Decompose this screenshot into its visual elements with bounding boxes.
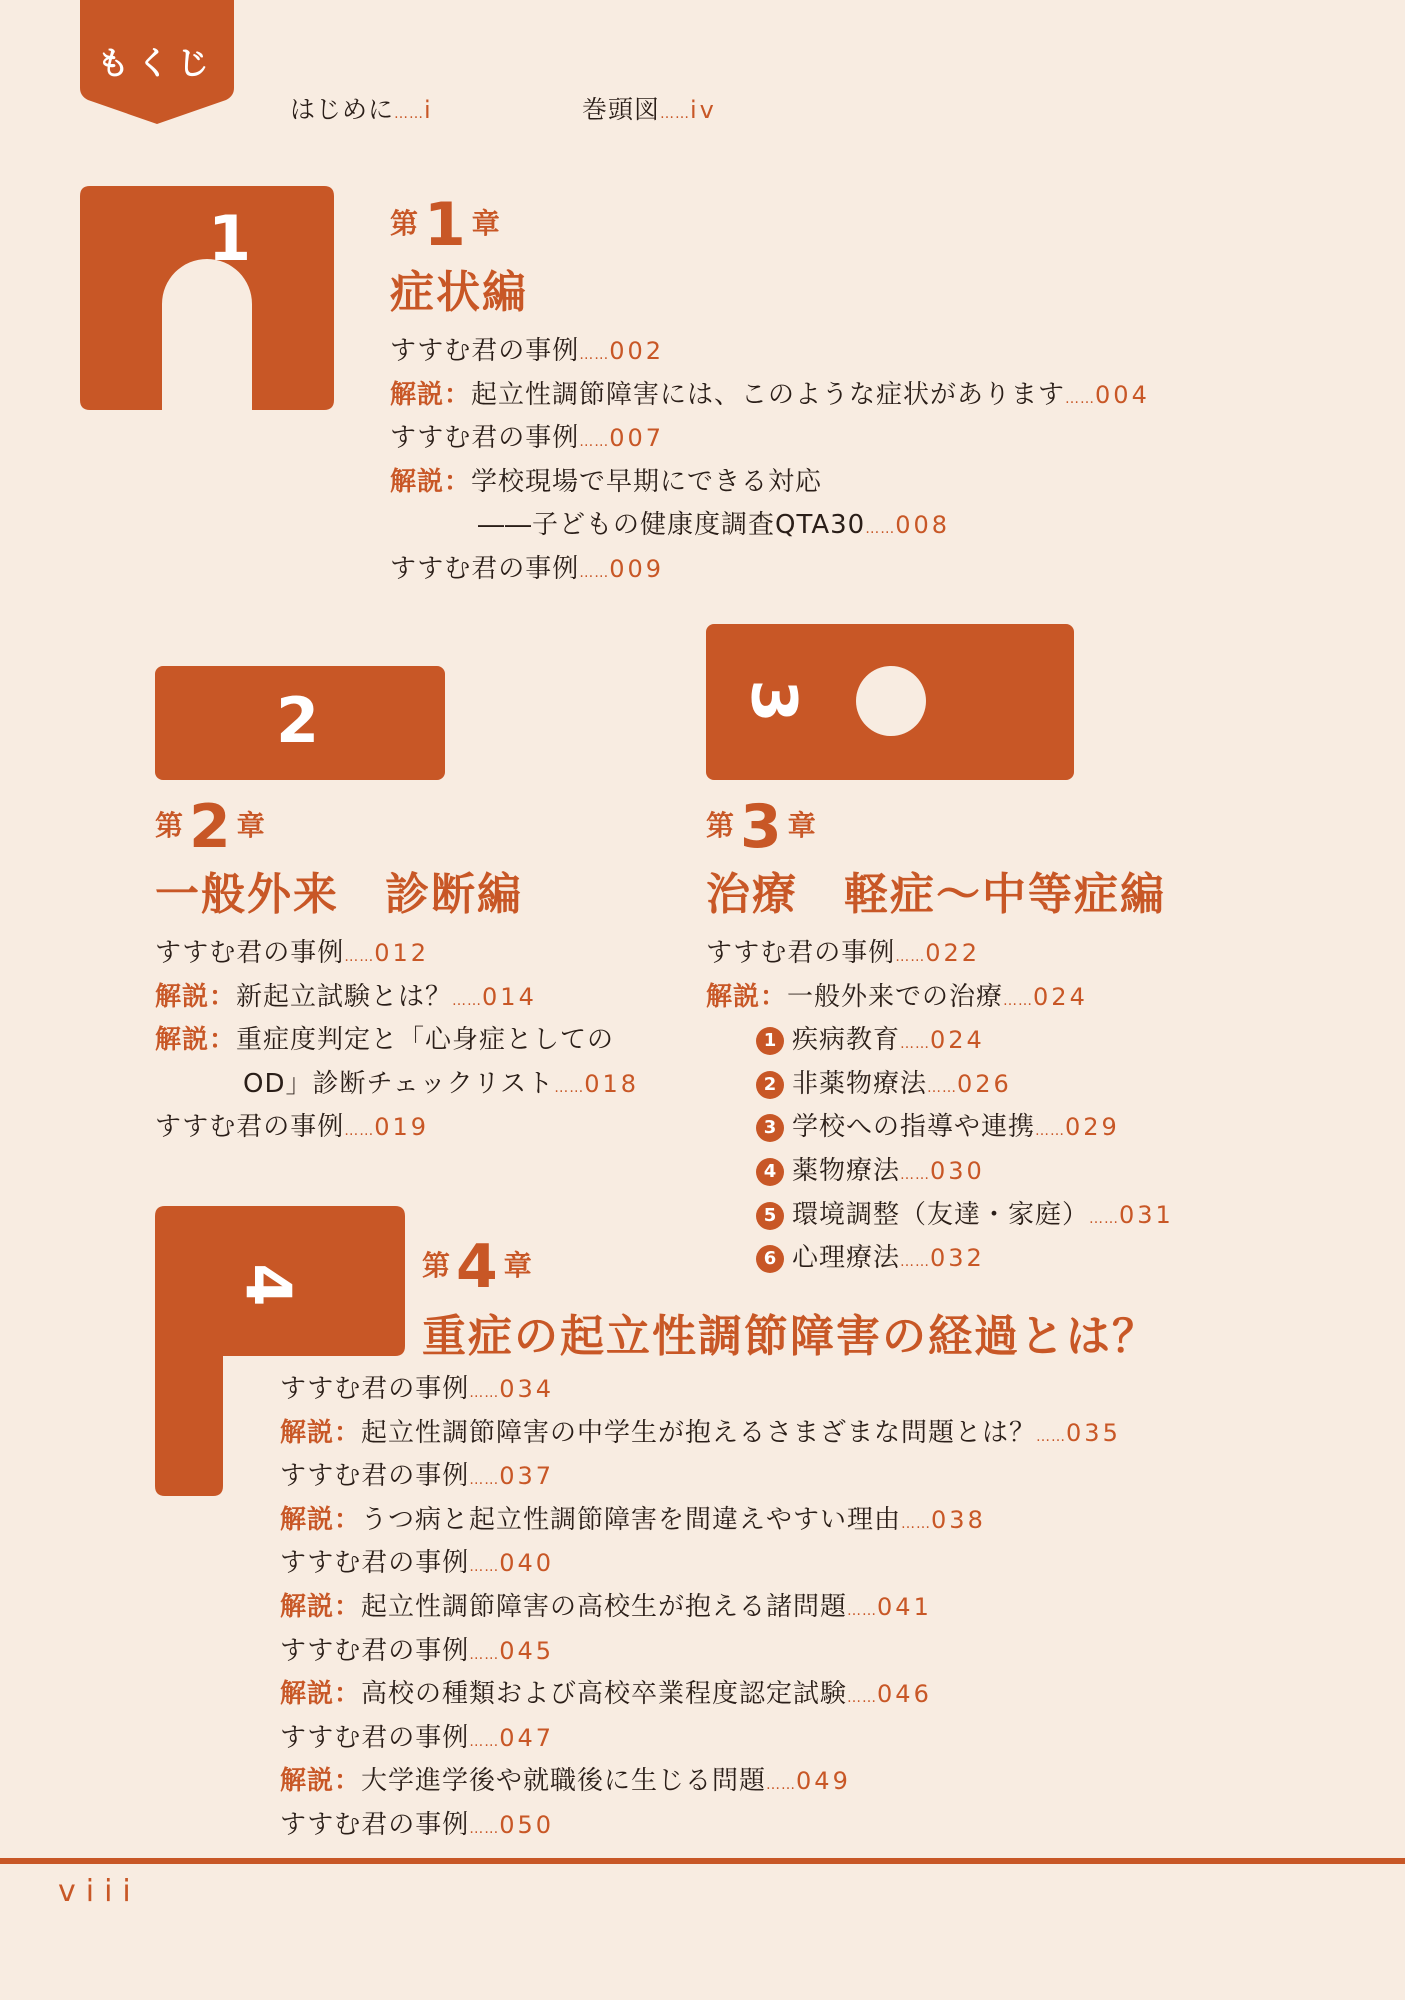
chapter-4-entries <box>280 1368 1121 1848</box>
circled-number-icon: 5 <box>756 1202 784 1230</box>
intro-label: 巻頭図 <box>582 95 661 124</box>
toc-entry[interactable]: 解説：起立性調節障害の高校生が抱える諸問題……041 <box>280 1591 932 1622</box>
chapter-1-entries <box>390 330 1150 592</box>
toc-entry[interactable]: 解説：学校現場で早期にできる対応 <box>390 466 823 497</box>
chapter-1-block <box>80 186 334 410</box>
toc-subentry[interactable]: 6 心理療法……032 <box>706 1237 1174 1281</box>
intro-label: はじめに <box>290 95 395 124</box>
toc-entry[interactable]: すすむ君の事例……009 <box>390 553 665 584</box>
toc-entry[interactable]: すすむ君の事例……045 <box>280 1635 555 1666</box>
page-folio: viii <box>58 1874 141 1909</box>
toc-entry[interactable]: すすむ君の事例……007 <box>390 423 665 454</box>
toc-entry[interactable]: 解説：新起立試験とは？……014 <box>155 981 537 1012</box>
intro-entry-hajimeni[interactable] <box>290 90 434 126</box>
toc-subentry[interactable]: 2 非薬物療法……026 <box>706 1063 1174 1107</box>
toc-entry[interactable]: すすむ君の事例……040 <box>280 1548 555 1579</box>
chapter-3-title: 治療 軽症～中等症編 <box>706 869 1166 920</box>
chapter-3-label: 第 3 章 <box>706 792 816 862</box>
toc-entry[interactable]: 解説：うつ病と起立性調節障害を間違えやすい理由……038 <box>280 1504 986 1535</box>
toc-entry[interactable]: すすむ君の事例……047 <box>280 1722 555 1753</box>
toc-subentry[interactable]: 5 環境調整（友達・家庭）……031 <box>706 1194 1174 1238</box>
toc-subentry[interactable]: 3 学校への指導や連携……029 <box>706 1106 1174 1150</box>
chapter-3-number-graphic: 3 <box>737 679 811 723</box>
toc-entry[interactable]: 解説：重症度判定と「心身症としての <box>155 1025 615 1056</box>
toc-subentry[interactable]: 4 薬物療法……030 <box>706 1150 1174 1194</box>
chapter-2-number-graphic: 2 <box>276 684 320 757</box>
chapter-4-number-graphic: 4 <box>231 1263 305 1307</box>
chapter-1-number-graphic: 1 <box>208 202 252 275</box>
toc-entry-continued[interactable]: OD」診断チェックリスト……018 <box>243 1068 639 1099</box>
page-number: iv <box>690 96 717 124</box>
chapter-2-label: 第 2 章 <box>155 792 265 862</box>
toc-entry[interactable]: 解説：高校の種類および高校卒業程度認定試験……046 <box>280 1679 932 1710</box>
toc-entry[interactable]: 解説：起立性調節障害には、このような症状があります……004 <box>390 379 1150 410</box>
circled-number-icon: 3 <box>756 1114 784 1142</box>
page-title: もくじ <box>96 44 217 82</box>
toc-entry[interactable]: すすむ君の事例……037 <box>280 1461 555 1492</box>
toc-entry[interactable]: すすむ君の事例……002 <box>390 336 665 366</box>
page-number: i <box>424 96 434 124</box>
footer-rule <box>0 1858 1405 1864</box>
chapter-4-title: 重症の起立性調節障害の経過とは？ <box>422 1311 1158 1362</box>
toc-entry[interactable]: すすむ君の事例……034 <box>280 1374 555 1404</box>
circled-number-icon: 6 <box>756 1245 784 1273</box>
toc-entry[interactable]: 解説：起立性調節障害の中学生が抱えるさまざまな問題とは？……035 <box>280 1417 1121 1448</box>
toc-entry[interactable]: 解説：大学進学後や就職後に生じる問題……049 <box>280 1766 851 1797</box>
chapter-1-label: 第 1 章 <box>390 190 500 260</box>
chapter-3-entries <box>706 932 1174 1281</box>
chapter-1-title: 症状編 <box>390 267 528 318</box>
toc-entry[interactable]: すすむ君の事例……012 <box>155 938 430 968</box>
toc-entry[interactable]: 解説：一般外来での治療……024 <box>706 981 1088 1012</box>
toc-entry[interactable]: すすむ君の事例……050 <box>280 1809 555 1840</box>
circled-number-icon: 4 <box>756 1158 784 1186</box>
toc-subentry[interactable]: 1 疾病教育……024 <box>706 1019 1174 1063</box>
chapter-3-block-hole <box>856 666 926 736</box>
chapter-4-label: 第 4 章 <box>422 1232 532 1302</box>
leader-dots: …… <box>660 106 691 122</box>
chapter-2-entries <box>155 932 639 1150</box>
circled-number-icon: 1 <box>756 1027 784 1055</box>
chapter-2-title: 一般外来 診断編 <box>155 869 523 920</box>
toc-entry[interactable]: すすむ君の事例……022 <box>706 938 981 968</box>
intro-entry-kantouzu[interactable] <box>582 90 717 126</box>
toc-entry-continued[interactable]: ――子どもの健康度調査QTA30……008 <box>478 510 951 541</box>
circled-number-icon: 2 <box>756 1071 784 1099</box>
leader-dots: …… <box>394 106 425 122</box>
toc-entry[interactable]: すすむ君の事例……019 <box>155 1112 430 1143</box>
